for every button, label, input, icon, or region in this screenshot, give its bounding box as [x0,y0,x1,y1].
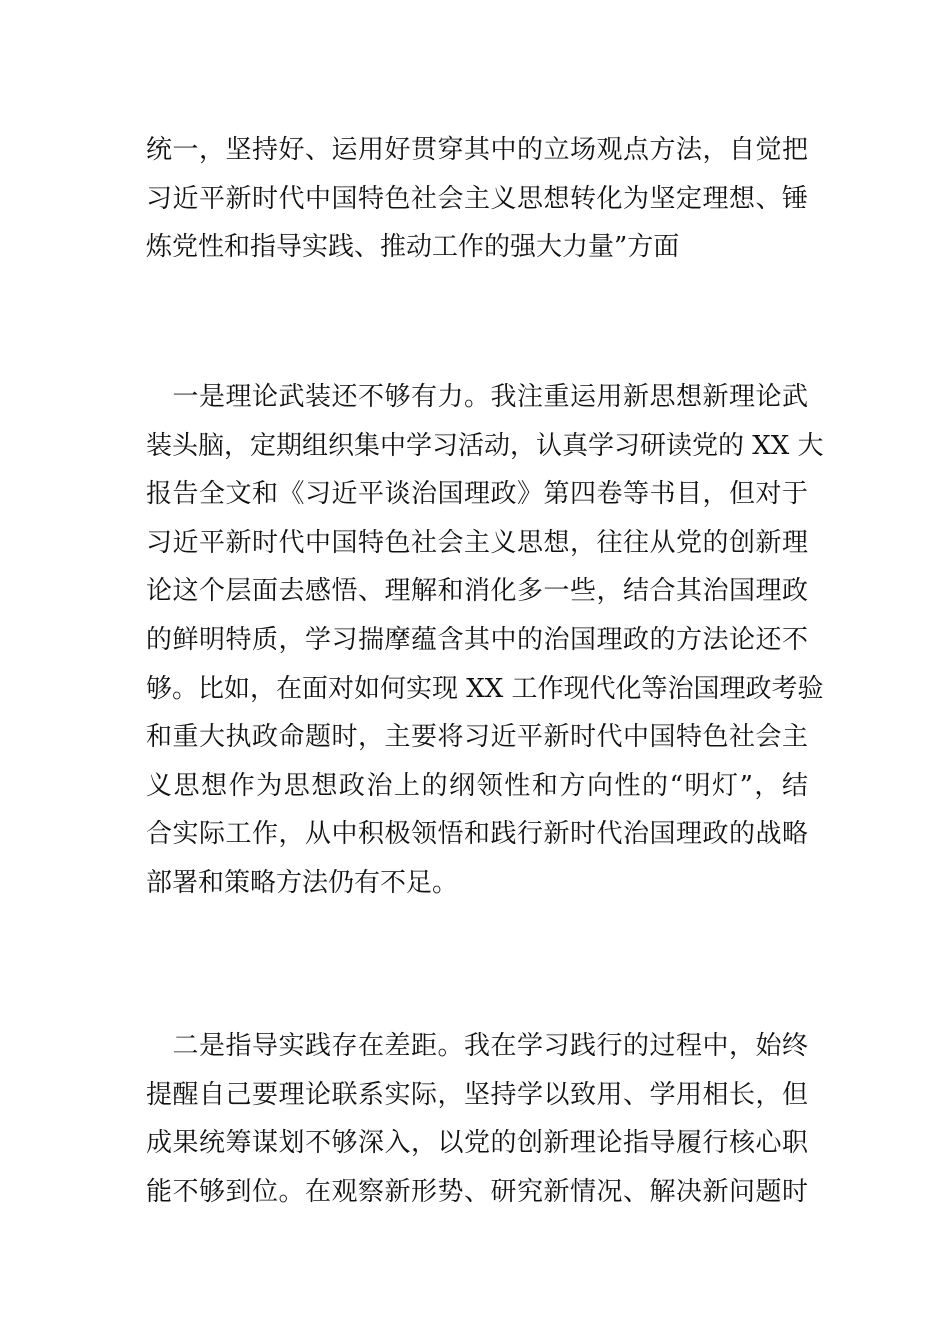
text-line: 合实际工作，从中积极领悟和践行新时代治国理政的战略 [146,819,808,850]
text-line: 和重大执政命题时，主要将习近平新时代中国特色社会主 [146,722,808,753]
text-line: 二是指导实践存在差距。我在学习践行的过程中，始终 [146,1031,808,1061]
text-line: 成果统筹谋划不够深入，以党的创新理论指导履行核心职 [146,1128,808,1159]
text-line: 提醒自己要理论联系实际，坚持学以致用、学用相长，但 [146,1079,808,1110]
text-line: 统一，坚持好、运用好贯穿其中的立场观点方法，自觉把 [146,135,808,165]
text-line: 报告全文和《习近平谈治国理政》第四卷等书目，但对于 [146,479,808,510]
paragraph-heading-continuation [146,126,808,272]
text-line: 够。比如，在面对如何实现 XX 工作现代化等治国理政考验 [146,673,824,704]
text-line: 义思想作为思想政治上的纲领性和方向性的“明灯”，结 [146,770,808,801]
text-line: 部署和策略方法仍有不足。 [146,867,459,898]
text-line: 装头脑，定期组织集中学习活动，认真学习研读党的 XX 大 [146,430,824,461]
text-line: 的鲜明特质，学习揣摩蕴含其中的治国理政的方法论还不 [146,624,808,655]
text-line: 能不够到位。在观察新形势、研究新情况、解决新问题时 [146,1176,808,1207]
text-line: 论这个层面去感悟、理解和消化多一些，结合其治国理政 [146,576,808,607]
text-line: 一是理论武装还不够有力。我注重运用新思想新理论武 [146,382,808,412]
text-line: 习近平新时代中国特色社会主义思想转化为坚定理想、锤 [146,183,808,214]
text-line: 炼党性和指导实践、推动工作的强大力量”方面 [146,232,680,263]
text-line: 习近平新时代中国特色社会主义思想，往往从党的创新理 [146,527,808,558]
paragraph-point-one [146,373,824,908]
paragraph-point-two [146,1022,808,1216]
